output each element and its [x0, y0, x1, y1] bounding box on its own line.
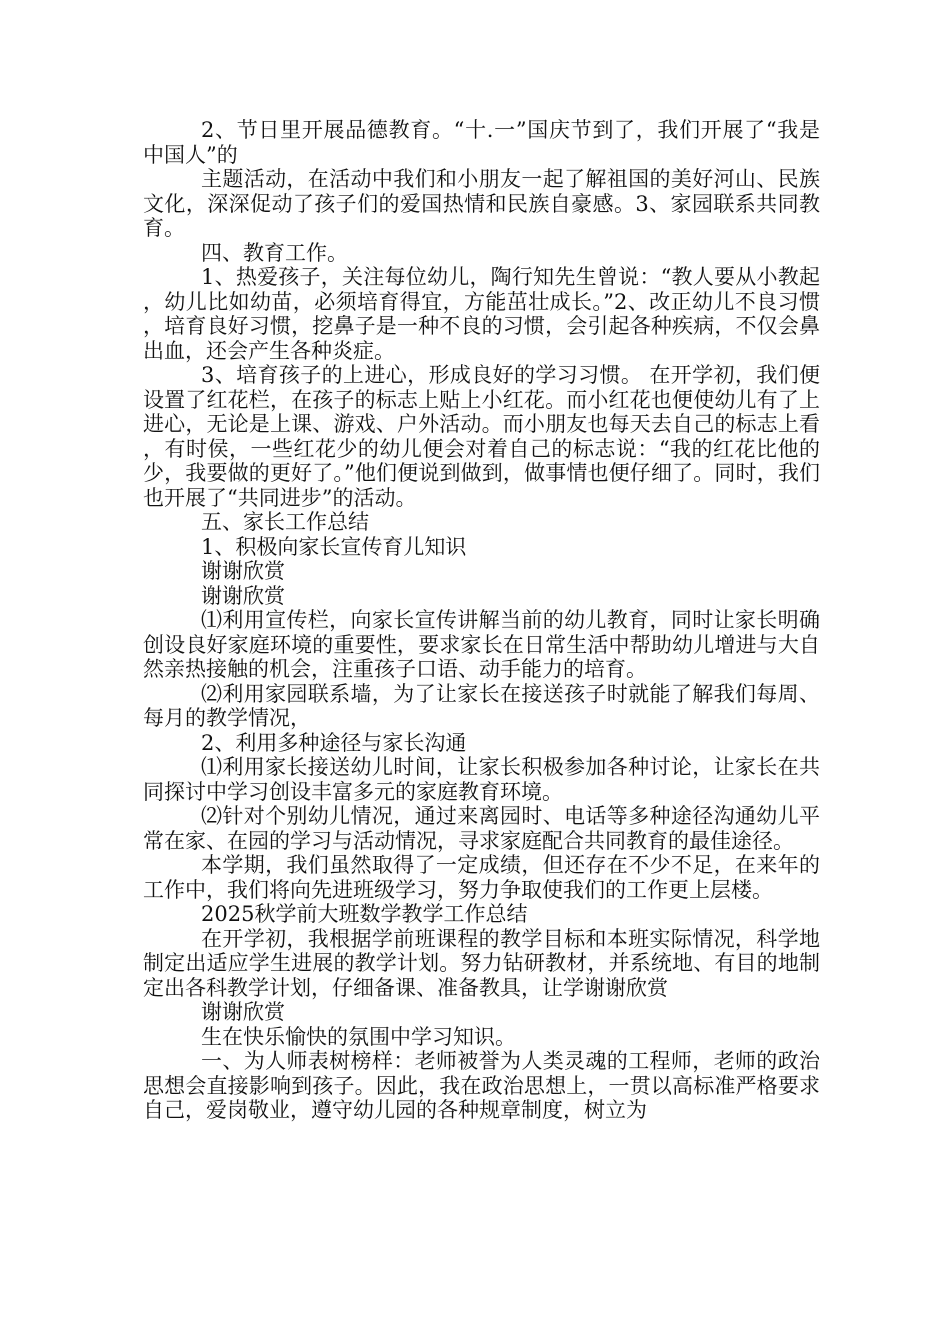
subheading-1: 1、积极向家长宣传育儿知识 [201, 534, 467, 559]
paragraph-6: ⑵利用家园联系墙，为了让家长在接送孩子时就能了解我们每周、每月的教学情况， [143, 681, 820, 730]
subheading-2: 2、利用多种途径与家长沟通 [201, 730, 467, 755]
thanks-line-3: 谢谢欣赏 [201, 1000, 285, 1024]
paragraph-11: 生在快乐愉快的氛围中学习知识。 [201, 1024, 516, 1049]
paragraph-7: ⑴利用家长接送幼儿时间，让家长积极参加各种讨论，让家长在共同探讨中学习创设丰富多元的家庭教育环境。 [143, 755, 820, 804]
thanks-line-1: 谢谢欣赏 [201, 559, 285, 583]
thanks-line-2: 谢谢欣赏 [201, 583, 285, 608]
paragraph-3: 1、热爱孩子，关注每位幼儿，陶行知先生曾说：“教人要从小教起，幼儿比如幼苗，必须培育得宜，方能茁壮成长。”2、改正幼儿不良习惯，培育良好习惯，挖鼻子是一种不良的习惯，会引起各种疾病，不仅会鼻出血，还会产生各种炎症。 [143, 265, 820, 363]
document-body [143, 118, 820, 1123]
paragraph-4: 3、培育孩子的上进心，形成良好的学习习惯。 在开学初，我们便设置了红花栏，在孩子的标志上贴上小红花。而小红花也便使幼儿有了上进心，无论是上课、游戏、户外活动。而小朋友也每天去自己的标志上看，有时侯，一些红花少的幼儿便会对着自己的标志说：“我的红花比他的少，我要做的更好了。”他们便说到做到，做事情也便仔细了。同时，我们也开展了“共同进步”的活动。 [143, 363, 820, 510]
paragraph-5: ⑴利用宣传栏，向家长宣传讲解当前的幼儿教育，同时让家长明确创设良好家庭环境的重要性，要求家长在日常生活中帮助幼儿增进与大自然亲热接触的机会，注重孩子口语、动手能力的培育。 [143, 608, 820, 681]
paragraph-2: 主题活动，在活动中我们和小朋友一起了解祖国的美好河山、民族文化，深深促动了孩子们的爱国热情和民族自豪感。3、家园联系共同教育。 [143, 167, 820, 240]
paragraph-1: 2、节日里开展品德教育。“十.一”国庆节到了，我们开展了“我是中国人”的 [143, 118, 820, 167]
section-heading-5: 五、家长工作总结 [201, 510, 369, 534]
paragraph-8: ⑵针对个别幼儿情况，通过来离园时、电话等多种途径沟通幼儿平常在家、在园的学习与活动情况，寻求家庭配合共同教育的最佳途径。 [143, 804, 820, 853]
paragraph-12: 一、为人师表树榜样：老师被誉为人类灵魂的工程师，老师的政治思想会直接影响到孩子。因此，我在政治思想上，一贯以高标准严格要求自己，爱岗敬业，遵守幼儿园的各种规章制度，树立为 [143, 1049, 820, 1122]
paragraph-10: 在开学初，我根据学前班课程的教学目标和本班实际情况，科学地制定出适应学生进展的教学计划。努力钻研教材，并系统地、有目的地制定出各科教学计划，仔细备课、准备教具，让学谢谢欣赏 [143, 926, 820, 1000]
section-heading-4: 四、教育工作。 [201, 240, 348, 265]
paragraph-9: 本学期，我们虽然取得了一定成绩，但还存在不少不足，在来年的工作中，我们将向先进班级学习，努力争取使我们的工作更上层楼。 [143, 853, 820, 902]
document-title: 2025秋学前大班数学教学工作总结 [201, 902, 528, 926]
